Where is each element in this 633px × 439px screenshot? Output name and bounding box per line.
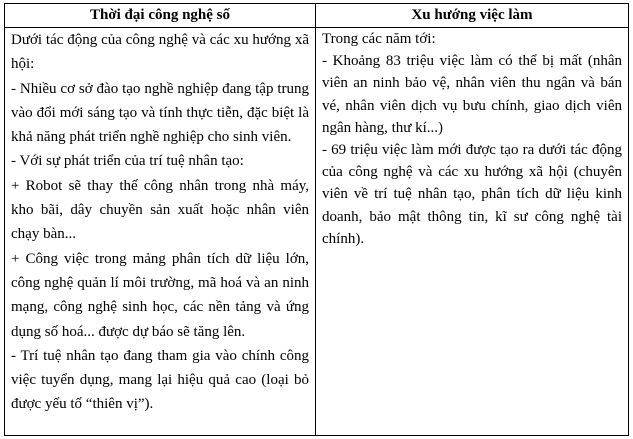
paragraph: - 69 triệu việc làm mới được tạo ra dưới tác động của công nghệ và các xu hướng xã hội (chuyên viên về trí tuệ nhân tạo, phân tích dữ liệu kinh doanh, bảo mật thông tin, kĩ sư công nghệ tài chính). <box>322 142 622 247</box>
paragraph: + Công việc trong mảng phân tích dữ liệu lớn, công nghệ quản lí môi trường, mã hoá và an ninh mạng, công nghệ sinh học, các nền tảng và ứng dụng số hoá... được dự báo sẽ tăng lên. <box>11 250 309 340</box>
paragraph: - Nhiều cơ sở đào tạo nghề nghiệp đang tập trung vào đổi mới sáng tạo và tính thực tiễn, đặc biệt là khả năng phát triển nghề nghiệp cho sinh viên. <box>11 80 309 146</box>
paragraph: - Khoảng 83 triệu việc làm có thể bị mất (nhân viên an ninh bảo vệ, nhân viên thu ngân và bán vé, nhân viên dịch vụ bưu chính, giao dịch viên ngân hàng, thư kí...) <box>322 53 622 136</box>
paragraph: + Robot sẽ thay thế công nhân trong nhà máy, kho bãi, dây chuyền sản xuất hoặc nhân viên chạy bàn... <box>11 177 309 243</box>
paragraph: Trong các năm tới: <box>322 31 436 47</box>
paragraph: - Với sự phát triển của trí tuệ nhân tạo: <box>11 153 244 170</box>
table-row <box>5 28 629 436</box>
paragraph: - Trí tuệ nhân tạo đang tham gia vào chính công việc tuyển dụng, mang lại hiệu quả cao (loại bỏ được yếu tố “thiên vị”). <box>11 347 309 413</box>
header-employment-trends: Xu hướng việc làm <box>316 4 629 28</box>
digital-era-cell <box>5 28 316 436</box>
header-digital-era: Thời đại công nghệ số <box>5 4 316 28</box>
paragraph: Dưới tác động của công nghệ và các xu hướng xã hội: <box>11 32 309 73</box>
employment-trends-cell <box>316 28 629 436</box>
table-header-row <box>5 4 629 28</box>
comparison-table <box>4 3 629 436</box>
